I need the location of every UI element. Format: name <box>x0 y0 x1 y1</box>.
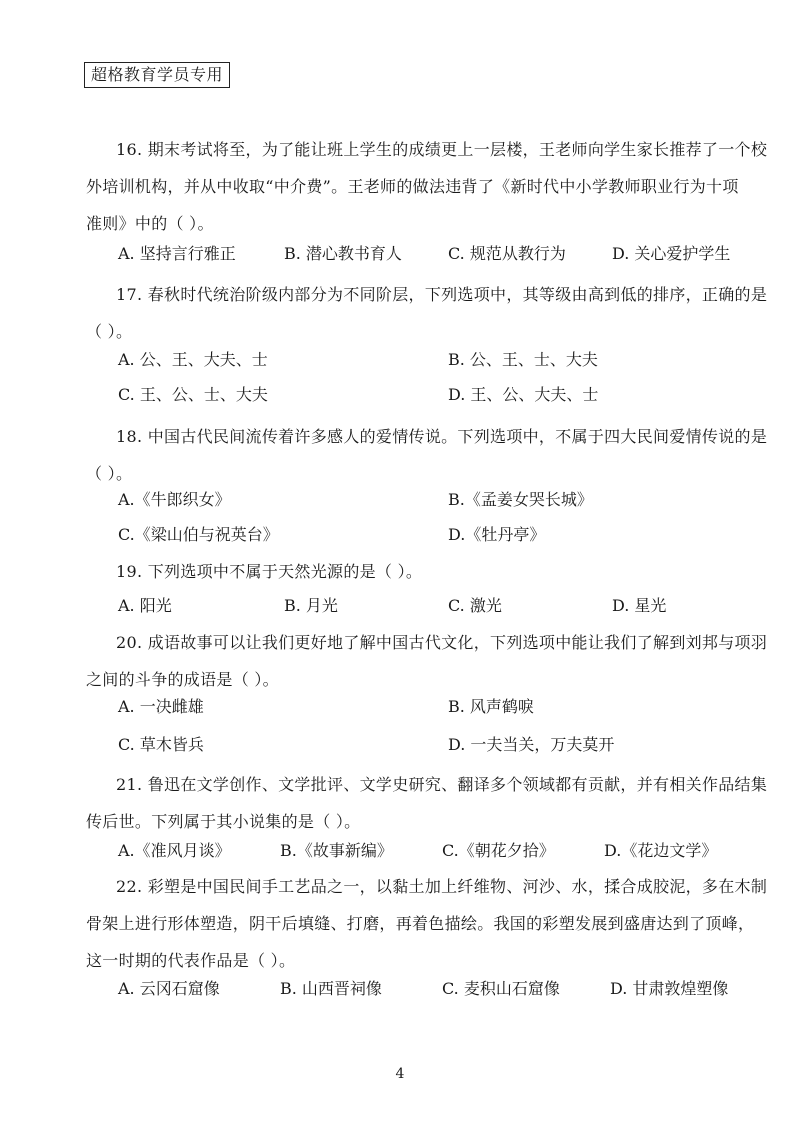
q17-line-2: （ ）。 <box>86 322 133 341</box>
q19-option-d: D. 星光 <box>612 596 667 615</box>
q17-option-d: D. 王、公、大夫、士 <box>448 385 599 404</box>
q16-line-3: 准则》中的（ ）。 <box>86 214 214 233</box>
q20-line-2: 之间的斗争的成语是（ ）。 <box>86 670 279 689</box>
q16-option-a: A. 坚持言行雅正 <box>118 244 236 263</box>
q20-option-c: C. 草木皆兵 <box>118 735 204 754</box>
question-21-cont <box>86 803 754 840</box>
q17-line-1: 17. 春秋时代统治阶级内部分为不同阶层，下列选项中，其等级由高到低的排序，正确的是 <box>116 285 768 304</box>
question-21 <box>86 766 768 803</box>
q21-line-1: 21. 鲁迅在文学创作、文学批评、文学史研究、翻译多个领域都有贡献，并有相关作品结集 <box>116 775 768 794</box>
q20-option-d: D. 一夫当关，万夫莫开 <box>448 735 615 754</box>
q20-line-1: 20. 成语故事可以让我们更好地了解中国古代文化，下列选项中能让我们了解到刘邦与项羽 <box>116 633 768 652</box>
q18-option-c: C.《梁山伯与祝英台》 <box>118 525 279 544</box>
q22-option-a: A. 云冈石窟像 <box>118 979 220 998</box>
q22-line-2: 骨架上进行形体塑造，阴干后填缝、打磨，再着色描绘。我国的彩塑发展到盛唐达到了顶峰， <box>86 914 755 933</box>
q16-option-d: D. 关心爱护学生 <box>612 244 731 263</box>
q18-line-1: 18. 中国古代民间流传着许多感人的爱情传说。下列选项中，不属于四大民间爱情传说的是 <box>116 427 768 446</box>
q18-option-b: B.《孟姜女哭长城》 <box>448 490 593 509</box>
q18-option-d: D.《牡丹亭》 <box>448 525 546 544</box>
q16-line-1: 16. 期末考试将至，为了能让班上学生的成绩更上一层楼，王老师向学生家长推荐了一个校 <box>116 140 768 159</box>
question-20 <box>86 624 768 661</box>
question-20-cont <box>86 661 754 698</box>
q17-option-b: B. 公、王、士、大夫 <box>448 350 598 369</box>
question-16-cont <box>86 168 754 242</box>
q21-option-c: C.《朝花夕拾》 <box>442 841 555 860</box>
q21-line-2: 传后世。下列属于其小说集的是（ ）。 <box>86 812 361 831</box>
q22-line-1: 22. 彩塑是中国民间手工艺品之一，以黏土加上纤维物、河沙、水，揉合成胶泥，多在木制 <box>116 877 768 896</box>
question-18 <box>86 418 768 455</box>
question-17 <box>86 276 768 313</box>
q19-line-1: 19. 下列选项中不属于天然光源的是（ ）。 <box>116 562 423 581</box>
q18-line-2: （ ）。 <box>86 464 133 483</box>
q19-option-a: A. 阳光 <box>118 596 172 615</box>
q21-option-b: B.《故事新编》 <box>280 841 393 860</box>
q20-option-b: B. 风声鹤唳 <box>448 697 534 716</box>
question-19 <box>86 553 754 590</box>
question-17-cont <box>86 313 754 350</box>
q16-option-b: B. 潜心教书育人 <box>284 244 402 263</box>
q16-line-2: 外培训机构，并从中收取“中介费”。王老师的做法违背了《新时代中小学教师职业行为十项 <box>86 177 739 196</box>
q20-option-a: A. 一决雌雄 <box>118 697 204 716</box>
q19-option-b: B. 月光 <box>284 596 338 615</box>
q17-option-c: C. 王、公、士、大夫 <box>118 385 268 404</box>
q21-option-a: A.《准风月谈》 <box>118 841 231 860</box>
q19-option-c: C. 激光 <box>448 596 502 615</box>
q22-option-b: B. 山西晋祠像 <box>280 979 382 998</box>
q21-option-d: D.《花边文学》 <box>604 841 718 860</box>
q22-line-3: 这一时期的代表作品是（ ）。 <box>86 951 296 970</box>
question-22 <box>86 868 768 905</box>
q22-option-d: D. 甘肃敦煌塑像 <box>610 979 729 998</box>
question-16 <box>86 131 768 168</box>
q16-option-c: C. 规范从教行为 <box>448 244 566 263</box>
page-number: 4 <box>395 1066 405 1082</box>
q17-option-a: A. 公、王、大夫、士 <box>118 350 268 369</box>
question-18-cont <box>86 455 754 492</box>
q18-option-a: A.《牛郎织女》 <box>118 490 231 509</box>
q22-option-c: C. 麦积山石窟像 <box>442 979 560 998</box>
question-22-cont <box>86 905 754 979</box>
header-tag: 超格教育学员专用 <box>84 62 230 88</box>
